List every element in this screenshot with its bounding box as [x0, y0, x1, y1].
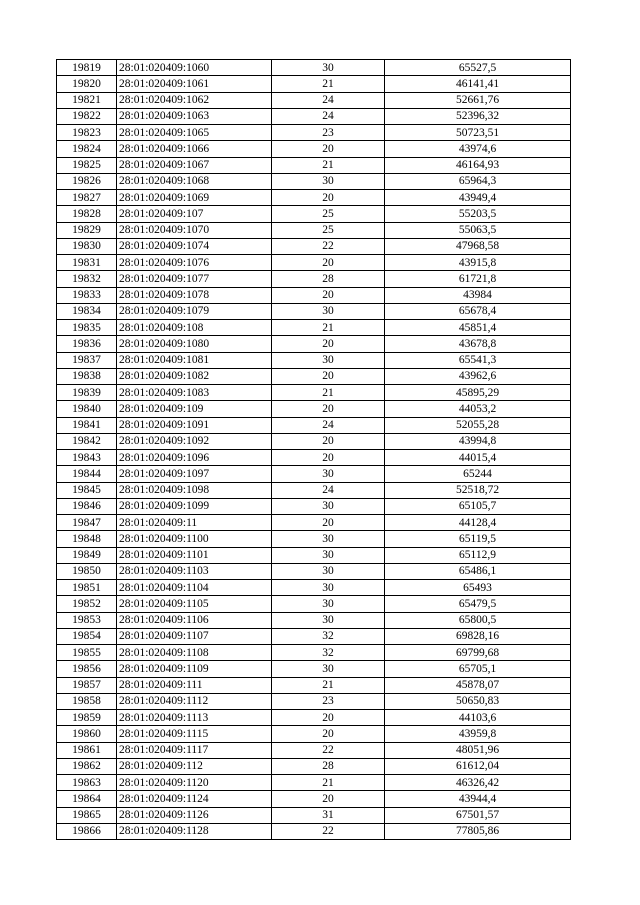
table-row [57, 677, 571, 693]
row-number-cell: 19833 [57, 287, 117, 303]
value-cell: 44128,4 [385, 515, 571, 531]
cadastral-number-cell: 28:01:020409:1126 [117, 807, 272, 823]
row-number-cell: 19823 [57, 125, 117, 141]
cadastral-number-cell: 28:01:020409:1104 [117, 580, 272, 596]
row-number-cell: 19828 [57, 206, 117, 222]
table-row [57, 628, 571, 644]
value-cell: 43915,8 [385, 255, 571, 271]
row-number-cell: 19848 [57, 531, 117, 547]
value-cell: 43994,8 [385, 433, 571, 449]
row-number-cell: 19863 [57, 775, 117, 791]
value-cell: 46141,41 [385, 76, 571, 92]
area-cell: 30 [272, 498, 385, 514]
area-cell: 20 [272, 255, 385, 271]
area-cell: 20 [272, 433, 385, 449]
cadastral-number-cell: 28:01:020409:1076 [117, 255, 272, 271]
row-number-cell: 19866 [57, 823, 117, 839]
cadastral-number-cell: 28:01:020409:1061 [117, 76, 272, 92]
table-row [57, 450, 571, 466]
value-cell: 69828,16 [385, 628, 571, 644]
value-cell: 52661,76 [385, 92, 571, 108]
row-number-cell: 19847 [57, 515, 117, 531]
cadastral-number-cell: 28:01:020409:1124 [117, 791, 272, 807]
area-cell: 24 [272, 108, 385, 124]
row-number-cell: 19862 [57, 758, 117, 774]
cadastral-number-cell: 28:01:020409:1062 [117, 92, 272, 108]
cadastral-number-cell: 28:01:020409:1069 [117, 190, 272, 206]
value-cell: 44015,4 [385, 450, 571, 466]
table-row [57, 531, 571, 547]
value-cell: 43974,6 [385, 141, 571, 157]
area-cell: 20 [272, 515, 385, 531]
area-cell: 20 [272, 336, 385, 352]
row-number-cell: 19820 [57, 76, 117, 92]
value-cell: 52055,28 [385, 417, 571, 433]
row-number-cell: 19840 [57, 401, 117, 417]
table-row [57, 645, 571, 661]
area-cell: 30 [272, 60, 385, 76]
cadastral-number-cell: 28:01:020409:1117 [117, 742, 272, 758]
cadastral-number-cell: 28:01:020409:1083 [117, 385, 272, 401]
area-cell: 21 [272, 775, 385, 791]
area-cell: 25 [272, 206, 385, 222]
value-cell: 52396,32 [385, 108, 571, 124]
value-cell: 48051,96 [385, 742, 571, 758]
area-cell: 32 [272, 645, 385, 661]
row-number-cell: 19864 [57, 791, 117, 807]
table-row [57, 515, 571, 531]
area-cell: 21 [272, 157, 385, 173]
cadastral-number-cell: 28:01:020409:108 [117, 320, 272, 336]
row-number-cell: 19846 [57, 498, 117, 514]
cadastral-number-cell: 28:01:020409:1065 [117, 125, 272, 141]
row-number-cell: 19849 [57, 547, 117, 563]
table-row [57, 271, 571, 287]
table-row [57, 287, 571, 303]
cadastral-number-cell: 28:01:020409:1107 [117, 628, 272, 644]
area-cell: 25 [272, 222, 385, 238]
row-number-cell: 19821 [57, 92, 117, 108]
area-cell: 30 [272, 580, 385, 596]
area-cell: 22 [272, 238, 385, 254]
value-cell: 55203,5 [385, 206, 571, 222]
table-row [57, 742, 571, 758]
value-cell: 55063,5 [385, 222, 571, 238]
table-row [57, 433, 571, 449]
value-cell: 43962,6 [385, 368, 571, 384]
cadastral-number-cell: 28:01:020409:1103 [117, 563, 272, 579]
value-cell: 45851,4 [385, 320, 571, 336]
table-row [57, 612, 571, 628]
table-body [57, 60, 571, 840]
cadastral-number-cell: 28:01:020409:1099 [117, 498, 272, 514]
area-cell: 30 [272, 612, 385, 628]
table-row [57, 547, 571, 563]
area-cell: 30 [272, 303, 385, 319]
value-cell: 61721,8 [385, 271, 571, 287]
area-cell: 20 [272, 710, 385, 726]
value-cell: 65493 [385, 580, 571, 596]
table-row [57, 125, 571, 141]
area-cell: 20 [272, 401, 385, 417]
area-cell: 30 [272, 352, 385, 368]
table-row [57, 710, 571, 726]
value-cell: 65112,9 [385, 547, 571, 563]
table-row [57, 206, 571, 222]
row-number-cell: 19850 [57, 563, 117, 579]
cadastral-number-cell: 28:01:020409:1068 [117, 173, 272, 189]
value-cell: 65678,4 [385, 303, 571, 319]
row-number-cell: 19819 [57, 60, 117, 76]
table-row [57, 693, 571, 709]
area-cell: 28 [272, 758, 385, 774]
area-cell: 30 [272, 547, 385, 563]
value-cell: 77805,86 [385, 823, 571, 839]
row-number-cell: 19835 [57, 320, 117, 336]
table-row [57, 157, 571, 173]
cadastral-number-cell: 28:01:020409:1081 [117, 352, 272, 368]
row-number-cell: 19842 [57, 433, 117, 449]
value-cell: 65800,5 [385, 612, 571, 628]
area-cell: 30 [272, 173, 385, 189]
row-number-cell: 19861 [57, 742, 117, 758]
area-cell: 21 [272, 385, 385, 401]
row-number-cell: 19836 [57, 336, 117, 352]
row-number-cell: 19843 [57, 450, 117, 466]
row-number-cell: 19827 [57, 190, 117, 206]
table-row [57, 336, 571, 352]
cadastral-number-cell: 28:01:020409:1128 [117, 823, 272, 839]
row-number-cell: 19826 [57, 173, 117, 189]
area-cell: 30 [272, 466, 385, 482]
row-number-cell: 19825 [57, 157, 117, 173]
row-number-cell: 19834 [57, 303, 117, 319]
row-number-cell: 19858 [57, 693, 117, 709]
table-row [57, 76, 571, 92]
cadastral-number-cell: 28:01:020409:111 [117, 677, 272, 693]
cadastral-number-cell: 28:01:020409:1091 [117, 417, 272, 433]
cadastral-number-cell: 28:01:020409:1080 [117, 336, 272, 352]
row-number-cell: 19852 [57, 596, 117, 612]
area-cell: 21 [272, 677, 385, 693]
table-row [57, 823, 571, 839]
cadastral-number-cell: 28:01:020409:1112 [117, 693, 272, 709]
table-row [57, 352, 571, 368]
table-row [57, 661, 571, 677]
cadastral-number-cell: 28:01:020409:1109 [117, 661, 272, 677]
value-cell: 46164,93 [385, 157, 571, 173]
cadastral-number-cell: 28:01:020409:1074 [117, 238, 272, 254]
table-row [57, 563, 571, 579]
cadastral-number-cell: 28:01:020409:1097 [117, 466, 272, 482]
cadastral-number-cell: 28:01:020409:1100 [117, 531, 272, 547]
value-cell: 43678,8 [385, 336, 571, 352]
value-cell: 65705,1 [385, 661, 571, 677]
cadastral-number-cell: 28:01:020409:1120 [117, 775, 272, 791]
row-number-cell: 19838 [57, 368, 117, 384]
cadastral-number-cell: 28:01:020409:1101 [117, 547, 272, 563]
cadastral-number-cell: 28:01:020409:1105 [117, 596, 272, 612]
area-cell: 24 [272, 92, 385, 108]
cadastral-number-cell: 28:01:020409:109 [117, 401, 272, 417]
cadastral-number-cell: 28:01:020409:1066 [117, 141, 272, 157]
area-cell: 24 [272, 482, 385, 498]
value-cell: 65541,3 [385, 352, 571, 368]
area-cell: 31 [272, 807, 385, 823]
value-cell: 43959,8 [385, 726, 571, 742]
row-number-cell: 19830 [57, 238, 117, 254]
area-cell: 20 [272, 141, 385, 157]
row-number-cell: 19853 [57, 612, 117, 628]
cadastral-number-cell: 28:01:020409:1060 [117, 60, 272, 76]
table-row [57, 368, 571, 384]
area-cell: 20 [272, 450, 385, 466]
area-cell: 21 [272, 76, 385, 92]
table-row [57, 758, 571, 774]
row-number-cell: 19865 [57, 807, 117, 823]
table-row [57, 255, 571, 271]
cadastral-number-cell: 28:01:020409:1063 [117, 108, 272, 124]
value-cell: 46326,42 [385, 775, 571, 791]
table-row [57, 401, 571, 417]
value-cell: 61612,04 [385, 758, 571, 774]
table-row [57, 222, 571, 238]
table-row [57, 173, 571, 189]
cadastral-number-cell: 28:01:020409:1106 [117, 612, 272, 628]
area-cell: 20 [272, 287, 385, 303]
cadastral-table [56, 59, 571, 840]
cadastral-number-cell: 28:01:020409:1082 [117, 368, 272, 384]
value-cell: 47968,58 [385, 238, 571, 254]
cadastral-number-cell: 28:01:020409:107 [117, 206, 272, 222]
row-number-cell: 19844 [57, 466, 117, 482]
table-row [57, 385, 571, 401]
cadastral-number-cell: 28:01:020409:1078 [117, 287, 272, 303]
row-number-cell: 19854 [57, 628, 117, 644]
value-cell: 43949,4 [385, 190, 571, 206]
area-cell: 23 [272, 693, 385, 709]
value-cell: 43944,4 [385, 791, 571, 807]
table-row [57, 108, 571, 124]
cadastral-number-cell: 28:01:020409:1092 [117, 433, 272, 449]
value-cell: 65244 [385, 466, 571, 482]
area-cell: 20 [272, 791, 385, 807]
area-cell: 24 [272, 417, 385, 433]
table-row [57, 320, 571, 336]
area-cell: 28 [272, 271, 385, 287]
value-cell: 45895,29 [385, 385, 571, 401]
row-number-cell: 19841 [57, 417, 117, 433]
area-cell: 20 [272, 190, 385, 206]
cadastral-number-cell: 28:01:020409:11 [117, 515, 272, 531]
value-cell: 44103,6 [385, 710, 571, 726]
row-number-cell: 19860 [57, 726, 117, 742]
table-row [57, 92, 571, 108]
cadastral-number-cell: 28:01:020409:1113 [117, 710, 272, 726]
table-row [57, 417, 571, 433]
value-cell: 67501,57 [385, 807, 571, 823]
area-cell: 20 [272, 726, 385, 742]
area-cell: 22 [272, 742, 385, 758]
cadastral-number-cell: 28:01:020409:1108 [117, 645, 272, 661]
row-number-cell: 19829 [57, 222, 117, 238]
table-row [57, 482, 571, 498]
cadastral-number-cell: 28:01:020409:1077 [117, 271, 272, 287]
row-number-cell: 19837 [57, 352, 117, 368]
value-cell: 43984 [385, 287, 571, 303]
area-cell: 30 [272, 531, 385, 547]
cadastral-number-cell: 28:01:020409:1096 [117, 450, 272, 466]
area-cell: 23 [272, 125, 385, 141]
row-number-cell: 19859 [57, 710, 117, 726]
area-cell: 30 [272, 563, 385, 579]
table-row [57, 791, 571, 807]
row-number-cell: 19832 [57, 271, 117, 287]
cadastral-number-cell: 28:01:020409:1079 [117, 303, 272, 319]
value-cell: 69799,68 [385, 645, 571, 661]
table-row [57, 498, 571, 514]
area-cell: 30 [272, 596, 385, 612]
table-row [57, 238, 571, 254]
value-cell: 50723,51 [385, 125, 571, 141]
row-number-cell: 19855 [57, 645, 117, 661]
value-cell: 65479,5 [385, 596, 571, 612]
area-cell: 30 [272, 661, 385, 677]
cadastral-number-cell: 28:01:020409:1115 [117, 726, 272, 742]
area-cell: 21 [272, 320, 385, 336]
table-row [57, 807, 571, 823]
cadastral-number-cell: 28:01:020409:1070 [117, 222, 272, 238]
value-cell: 44053,2 [385, 401, 571, 417]
row-number-cell: 19845 [57, 482, 117, 498]
value-cell: 45878,07 [385, 677, 571, 693]
row-number-cell: 19839 [57, 385, 117, 401]
value-cell: 65486,1 [385, 563, 571, 579]
area-cell: 32 [272, 628, 385, 644]
row-number-cell: 19831 [57, 255, 117, 271]
area-cell: 22 [272, 823, 385, 839]
row-number-cell: 19822 [57, 108, 117, 124]
table-row [57, 466, 571, 482]
row-number-cell: 19851 [57, 580, 117, 596]
table-row [57, 303, 571, 319]
table-row [57, 726, 571, 742]
value-cell: 65527,5 [385, 60, 571, 76]
table-row [57, 190, 571, 206]
table-row [57, 580, 571, 596]
value-cell: 50650,83 [385, 693, 571, 709]
value-cell: 52518,72 [385, 482, 571, 498]
table-row [57, 596, 571, 612]
table-row [57, 60, 571, 76]
area-cell: 20 [272, 368, 385, 384]
table-row [57, 775, 571, 791]
cadastral-number-cell: 28:01:020409:1098 [117, 482, 272, 498]
row-number-cell: 19857 [57, 677, 117, 693]
value-cell: 65964,3 [385, 173, 571, 189]
row-number-cell: 19824 [57, 141, 117, 157]
row-number-cell: 19856 [57, 661, 117, 677]
cadastral-number-cell: 28:01:020409:1067 [117, 157, 272, 173]
table-row [57, 141, 571, 157]
cadastral-number-cell: 28:01:020409:112 [117, 758, 272, 774]
value-cell: 65105,7 [385, 498, 571, 514]
value-cell: 65119,5 [385, 531, 571, 547]
